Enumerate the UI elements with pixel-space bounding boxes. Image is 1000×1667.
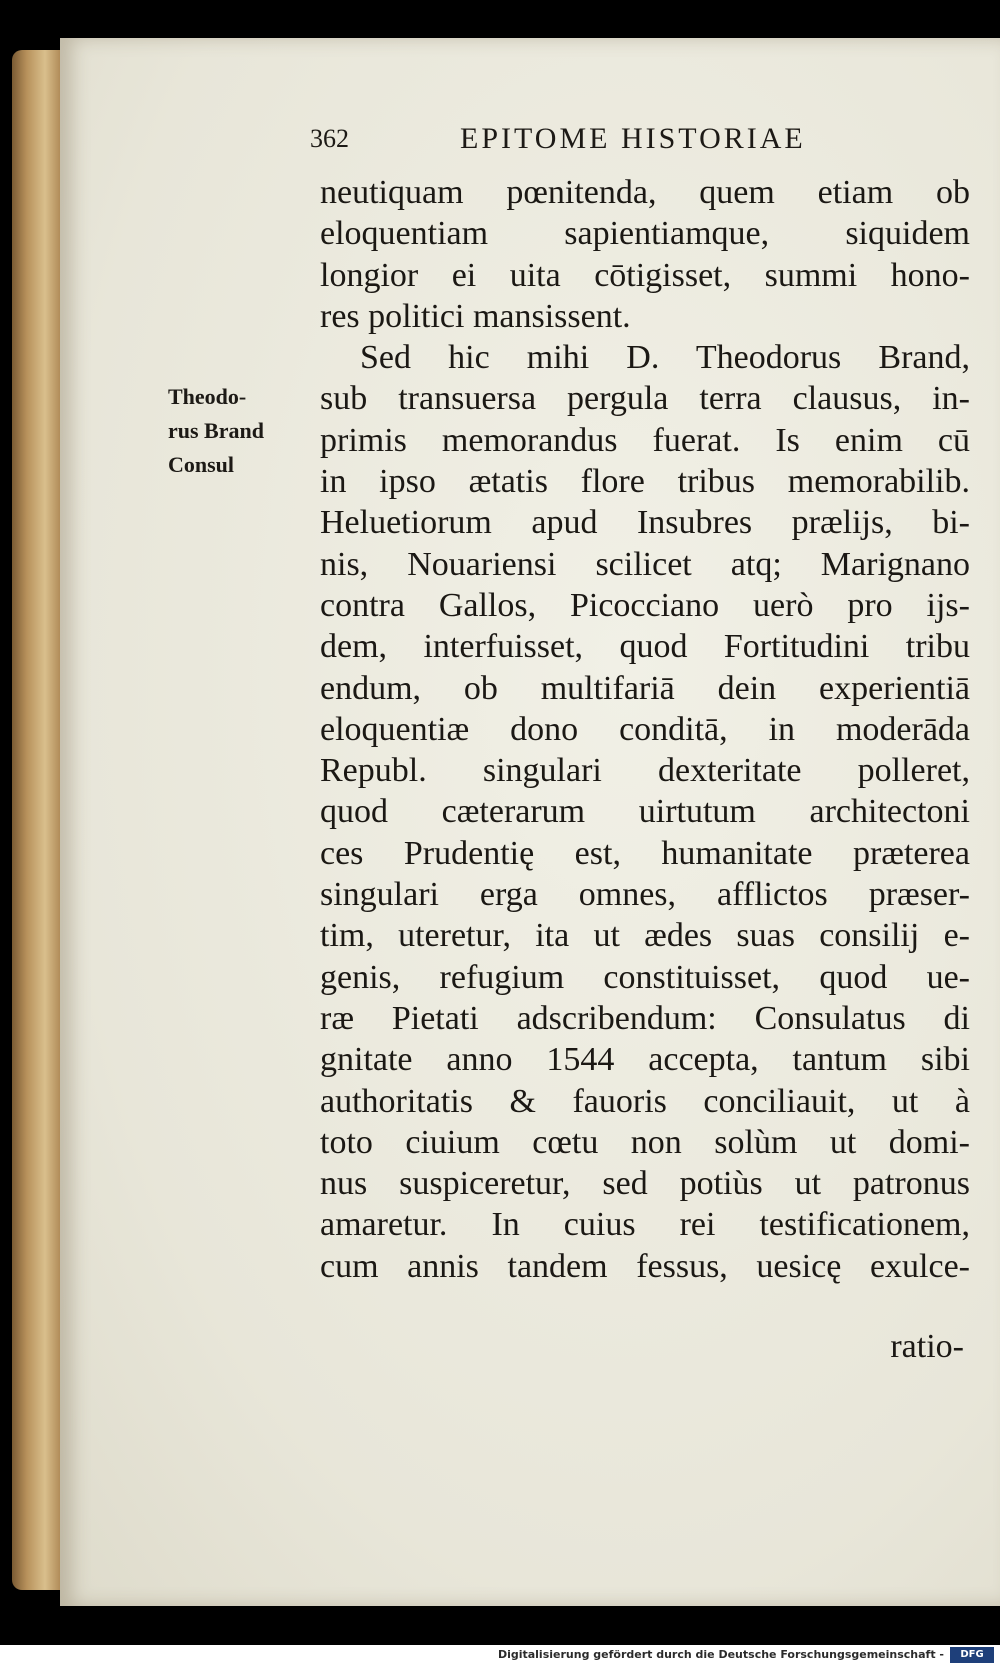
catchword: ratio- [890, 1328, 964, 1365]
text-line: endum, ob multifariā dein experientiā [320, 669, 970, 707]
text-line: amaretur. In cuius rei testificationem, [320, 1206, 970, 1244]
text-line: res politici mansissent. [320, 297, 631, 335]
text-line: genis, refugium constituisset, quod ue- [320, 958, 970, 996]
text-line: neutiquam pœnitenda, quem etiam ob [320, 174, 970, 211]
text-line: ræ Pietati adscribendum: Consulatus di [320, 999, 970, 1037]
text-line: primis memorandus fuerat. Is enim cū [320, 421, 970, 459]
body-text [320, 172, 970, 1287]
text-line: sub transuersa pergula terra clausus, in- [320, 380, 970, 418]
text-line: eloquentiæ dono conditā, in moderāda [320, 710, 970, 748]
text-line: tim, uteretur, ita ut ædes suas consilij e- [320, 917, 970, 955]
text-line: Republ. singulari dexteritate polleret, [320, 752, 970, 790]
text-line: nis, Nouariensi scilicet atq; Marignano [320, 545, 970, 583]
text-line: dem, interfuisset, quod Fortitudini tribu [320, 628, 970, 666]
text-line: eloquentiam sapientiamque, siquidem [320, 215, 970, 253]
page-number: 362 [310, 124, 349, 153]
dfg-logo: DFG [950, 1647, 994, 1663]
running-title: EPITOME HISTORIAE [460, 122, 806, 155]
text-line: longior ei uita cōtigisset, summi hono- [320, 256, 970, 294]
text-line: quod cæterarum uirtutum architectoni [320, 793, 970, 831]
text-line: contra Gallos, Picocciano uerò pro ijs- [320, 586, 970, 624]
margin-note-line: rus Brand [168, 418, 264, 443]
margin-note-line: Consul [168, 452, 235, 477]
text-line: cum annis tandem fessus, uesicę exulce- [320, 1247, 970, 1285]
text-line: singulari erga omnes, afflictos præser- [320, 876, 970, 914]
text-line: toto ciuium cœtu non solùm ut domi- [320, 1123, 970, 1161]
text-line: authoritatis & fauoris conciliauit, ut à [320, 1082, 970, 1120]
text-line: in ipso ætatis flore tribus memorabilib. [320, 463, 970, 501]
margin-note [168, 380, 303, 482]
text-line: nus suspiceretur, sed potiùs ut patronus [320, 1165, 970, 1203]
digitization-credit: Digitalisierung gefördert durch die Deutsche Forschungsgemeinschaft - [497, 1648, 944, 1661]
text-line: Sed hic mihi D. Theodorus Brand, [360, 339, 970, 377]
text-line: ces Prudentię est, humanitate præterea [320, 834, 970, 872]
margin-note-line: Theodo- [168, 384, 247, 409]
text-line: Heluetiorum apud Insubres prælijs, bi- [320, 504, 970, 542]
text-line: gnitate anno 1544 accepta, tantum sibi [320, 1041, 970, 1079]
